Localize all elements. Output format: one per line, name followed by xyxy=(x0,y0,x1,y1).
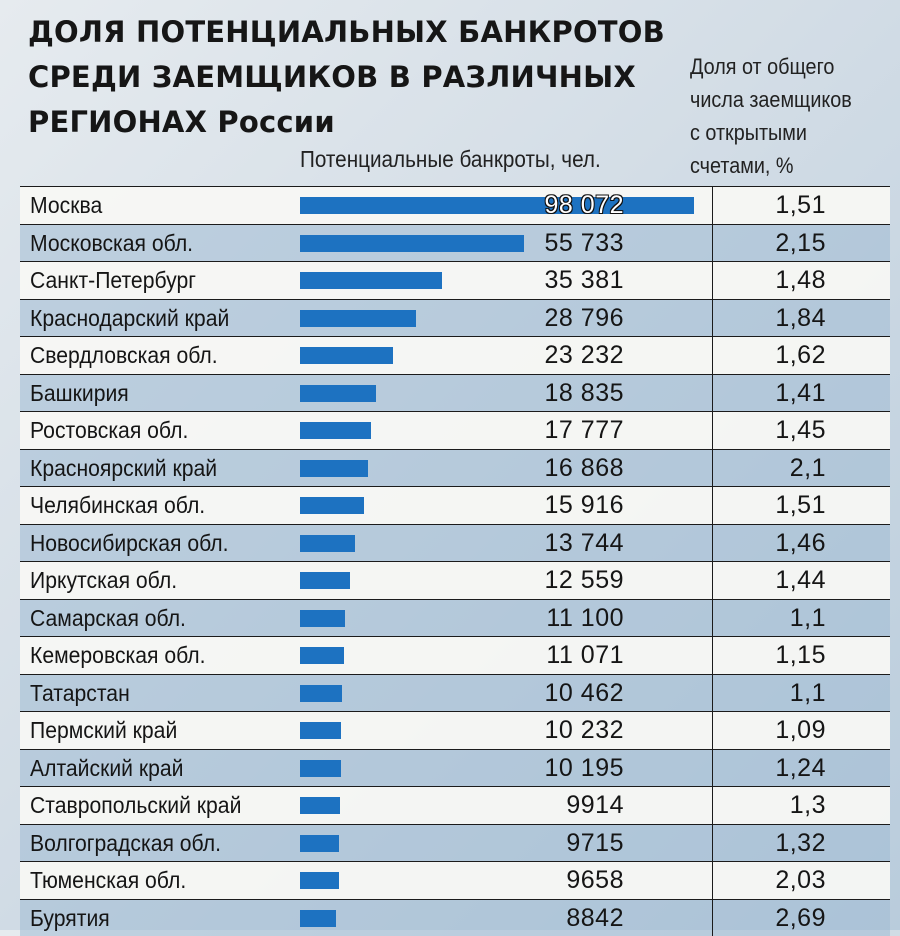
table-row xyxy=(20,749,890,787)
bar xyxy=(300,910,336,927)
share-label: 1,32 xyxy=(775,825,826,861)
table-row xyxy=(20,449,890,487)
bar xyxy=(300,197,694,214)
column-divider xyxy=(712,862,713,899)
region-label: Бурятия xyxy=(30,900,110,936)
count-label: 9715 xyxy=(566,825,624,861)
region-label: Тюменская обл. xyxy=(30,862,186,898)
bar xyxy=(300,722,341,739)
table-row xyxy=(20,636,890,674)
region-label: Московская обл. xyxy=(30,225,193,261)
bar xyxy=(300,347,393,364)
region-label: Красноярский край xyxy=(30,450,217,486)
table-row xyxy=(20,599,890,637)
share-label: 1,3 xyxy=(790,787,826,823)
share-label: 1,15 xyxy=(775,637,826,673)
share-column-header xyxy=(690,50,879,182)
count-label: 23 232 xyxy=(545,337,624,373)
count-label: 9658 xyxy=(566,862,624,898)
column-divider xyxy=(712,712,713,749)
table-row xyxy=(20,299,890,337)
count-label: 8842 xyxy=(566,900,624,936)
share-label: 1,48 xyxy=(775,262,826,298)
column-divider xyxy=(712,525,713,562)
bar xyxy=(300,835,339,852)
share-label: 2,03 xyxy=(775,862,826,898)
bar xyxy=(300,760,341,777)
bar xyxy=(300,572,350,589)
count-label: 15 916 xyxy=(545,487,624,523)
table-row xyxy=(20,824,890,862)
region-label: Краснодарский край xyxy=(30,300,229,336)
region-label: Свердловская обл. xyxy=(30,337,218,373)
table-row xyxy=(20,861,890,899)
table-row xyxy=(20,186,890,224)
table-row xyxy=(20,711,890,749)
column-divider xyxy=(712,637,713,674)
table-row xyxy=(20,899,890,936)
bar xyxy=(300,422,371,439)
bar xyxy=(300,535,355,552)
count-label: 10 462 xyxy=(545,675,624,711)
count-label: 18 835 xyxy=(545,375,624,411)
region-label: Ставропольский край xyxy=(30,787,241,823)
column-divider xyxy=(712,675,713,712)
share-label: 1,51 xyxy=(775,487,826,523)
region-label: Татарстан xyxy=(30,675,130,711)
count-label: 35 381 xyxy=(545,262,624,298)
count-label: 17 777 xyxy=(545,412,624,448)
count-label: 13 744 xyxy=(545,525,624,561)
region-label: Иркутская обл. xyxy=(30,562,177,598)
bar xyxy=(300,272,442,289)
table-row xyxy=(20,261,890,299)
region-label: Ростовская обл. xyxy=(30,412,188,448)
share-label: 1,62 xyxy=(775,337,826,373)
count-label: 11 071 xyxy=(546,637,624,673)
share-label: 2,15 xyxy=(775,225,826,261)
count-label: 16 868 xyxy=(545,450,624,486)
count-label: 12 559 xyxy=(545,562,624,598)
table-row xyxy=(20,336,890,374)
count-label: 28 796 xyxy=(545,300,624,336)
column-divider xyxy=(712,375,713,412)
table-row xyxy=(20,786,890,824)
column-divider xyxy=(712,450,713,487)
region-label: Челябинская обл. xyxy=(30,487,205,523)
column-divider xyxy=(712,900,713,936)
chart-title-line-1: ДОЛЯ ПОТЕНЦИАЛЬНЫХ БАНКРОТОВ xyxy=(28,10,638,55)
chart-title-line-3: РЕГИОНАХ России xyxy=(28,100,638,145)
count-label: 9914 xyxy=(566,787,624,823)
column-divider xyxy=(712,300,713,337)
region-label: Алтайский край xyxy=(30,750,183,786)
bar xyxy=(300,647,344,664)
share-label: 1,84 xyxy=(775,300,826,336)
bars-column-header: Потенциальные банкроты, чел. xyxy=(300,146,601,173)
share-label: 2,1 xyxy=(790,450,826,486)
bar xyxy=(300,497,364,514)
table-row xyxy=(20,524,890,562)
chart-rows xyxy=(20,186,890,936)
column-divider xyxy=(712,187,713,224)
share-label: 1,45 xyxy=(775,412,826,448)
share-label: 1,09 xyxy=(775,712,826,748)
bar xyxy=(300,460,368,477)
bar xyxy=(300,872,339,889)
share-label: 1,51 xyxy=(775,187,826,223)
share-label: 2,69 xyxy=(775,900,826,936)
region-label: Москва xyxy=(30,187,102,223)
bar xyxy=(300,610,345,627)
share-label: 1,24 xyxy=(775,750,826,786)
bar xyxy=(300,310,416,327)
column-divider xyxy=(712,750,713,787)
column-divider xyxy=(712,600,713,637)
share-header-line-1: Доля от общего xyxy=(690,50,879,83)
column-divider xyxy=(712,487,713,524)
chart-title-line-2: СРЕДИ ЗАЕМЩИКОВ В РАЗЛИЧНЫХ xyxy=(28,55,638,100)
share-header-line-3: с открытыми xyxy=(690,116,879,149)
table-row xyxy=(20,486,890,524)
region-label: Новосибирская обл. xyxy=(30,525,229,561)
share-header-line-4: счетами, % xyxy=(690,149,879,182)
count-label: 11 100 xyxy=(546,600,624,636)
count-label: 55 733 xyxy=(545,225,624,261)
share-label: 1,41 xyxy=(775,375,826,411)
column-divider xyxy=(712,825,713,862)
table-row xyxy=(20,411,890,449)
region-label: Волгоградская обл. xyxy=(30,825,221,861)
bar xyxy=(300,685,342,702)
column-divider xyxy=(712,262,713,299)
chart-title xyxy=(28,10,638,145)
column-divider xyxy=(712,225,713,262)
region-label: Самарская обл. xyxy=(30,600,186,636)
share-label: 1,1 xyxy=(790,600,826,636)
share-label: 1,44 xyxy=(775,562,826,598)
region-label: Санкт-Петербург xyxy=(30,262,196,298)
bar xyxy=(300,235,524,252)
count-label: 10 195 xyxy=(545,750,624,786)
column-divider xyxy=(712,562,713,599)
bar xyxy=(300,797,340,814)
share-label: 1,46 xyxy=(775,525,826,561)
region-label: Башкирия xyxy=(30,375,129,411)
column-divider xyxy=(712,787,713,824)
share-label: 1,1 xyxy=(790,675,826,711)
bar xyxy=(300,385,376,402)
table-row xyxy=(20,224,890,262)
count-label: 98 072 xyxy=(545,187,624,223)
column-divider xyxy=(712,337,713,374)
table-row xyxy=(20,374,890,412)
share-header-line-2: числа заемщиков xyxy=(690,83,879,116)
column-divider xyxy=(712,412,713,449)
table-row xyxy=(20,561,890,599)
region-label: Кемеровская обл. xyxy=(30,637,206,673)
table-row xyxy=(20,674,890,712)
region-label: Пермский край xyxy=(30,712,177,748)
count-label: 10 232 xyxy=(545,712,624,748)
